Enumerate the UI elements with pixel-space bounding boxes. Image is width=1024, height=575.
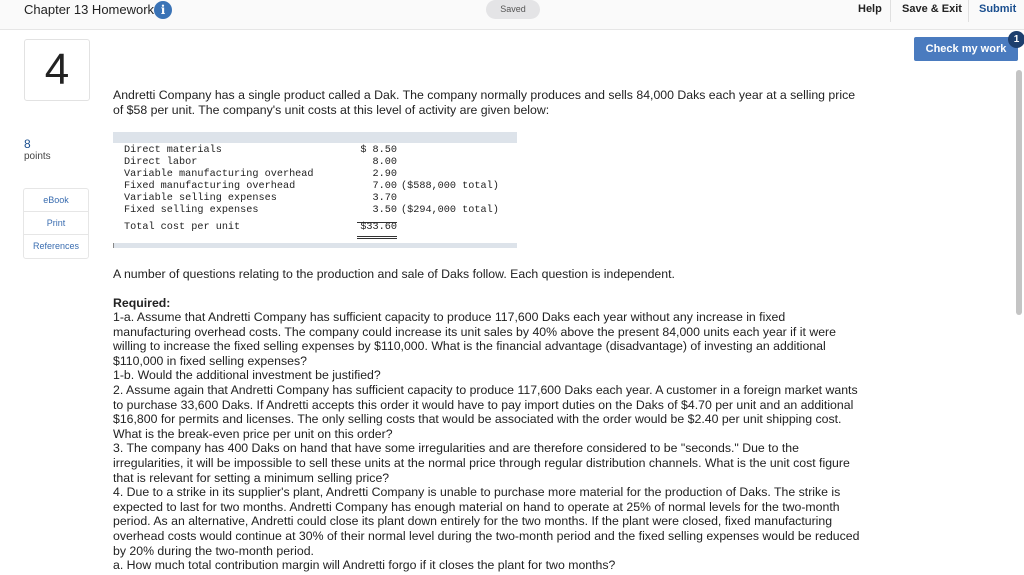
row-amount: 2.90 <box>372 169 397 180</box>
required-item-3: 3. The company has 400 Daks on hand that have some irregularities and are therefore considered to be "seconds." Due to the irregularities, it will be impossible to sell these units at the normal price through regular distribution channels. What is the unit cost figure that is relevant for setting a minimum selling price? <box>113 441 850 485</box>
cost-table <box>113 132 517 248</box>
tools-panel <box>23 188 89 259</box>
row-amount: 3.70 <box>372 193 397 204</box>
total-amount: $33.60 <box>360 222 397 233</box>
total-label: Total cost per unit <box>124 222 241 233</box>
row-amount: 8.00 <box>372 157 397 168</box>
help-link[interactable]: Help <box>858 3 882 15</box>
row-label: Direct labor <box>124 157 198 168</box>
print-button[interactable]: Print <box>24 212 88 235</box>
references-button[interactable]: References <box>32 241 80 251</box>
row-label: Variable selling expenses <box>124 193 277 204</box>
divider <box>890 0 891 22</box>
required-item-2: 2. Assume again that Andretti Company has sufficient capacity to produce 117,600 Daks each year. A customer in a foreign market wants to purchase 33,600 Daks. If Andretti accepts this order it would have to pay import duties on the Daks of $4.70 per unit and an additional $16,800 for permits and licenses. The only selling costs that would be associated with the order would be $2.40 per unit shipping cost. What is the break-even price per unit on this order? <box>113 382 858 441</box>
check-my-work-button[interactable]: Check my work <box>914 37 1018 61</box>
row-amount: 3.50 <box>372 205 397 216</box>
required-list <box>113 310 865 573</box>
table-header-bar <box>113 132 517 143</box>
required-item-1b: 1-b. Would the additional investment be justified? <box>113 368 381 383</box>
attempts-badge: 1 <box>1008 31 1024 48</box>
ebook-button[interactable]: eBook <box>24 189 88 212</box>
required-item-4: 4. Due to a strike in its supplier's plant, Andretti Company is unable to purchase more material for the production of Daks. The strike is expected to last for two months. Andretti Company has enough material on hand to operate at 25% of normal levels for the two-month period. As an alternative, Andretti could close its plant down entirely for the two months. If the plant were closed, fixed manufacturing overhead costs would continue at 30% of their normal level during the two-month period and the fixed selling expenses would be reduced by 20% during the two-month period. <box>113 485 860 558</box>
required-label: Required: <box>113 296 171 310</box>
divider <box>968 0 969 22</box>
submit-link[interactable]: Submit <box>979 3 1017 15</box>
row-label: Fixed manufacturing overhead <box>124 181 296 192</box>
top-bar <box>0 0 1024 30</box>
scrollbar[interactable] <box>1016 70 1022 315</box>
info-icon[interactable]: i <box>154 1 172 19</box>
assignment-title: Chapter 13 Homework <box>24 2 155 17</box>
row-amount: 7.00 <box>372 181 397 192</box>
double-underline <box>357 236 397 239</box>
points-value: 8 <box>24 137 31 151</box>
question-number: 4 <box>24 39 90 101</box>
follow-text: A number of questions relating to the production and sale of Daks follow. Each question is independent. <box>113 267 675 281</box>
required-item-4a: a. How much total contribution margin will Andretti forgo if it closes the plant for two months? <box>113 558 616 573</box>
points-label: points <box>24 151 51 162</box>
row-label: Variable manufacturing overhead <box>124 169 314 180</box>
saved-status: Saved <box>486 0 540 19</box>
row-label: Direct materials <box>124 145 222 156</box>
table-footer-bar <box>113 243 517 248</box>
save-exit-link[interactable]: Save & Exit <box>902 3 962 15</box>
row-note: ($588,000 total) <box>401 181 499 192</box>
row-amount: $ 8.50 <box>360 145 397 156</box>
row-note: ($294,000 total) <box>401 205 499 216</box>
required-item-1a: 1-a. Assume that Andretti Company has sufficient capacity to produce 117,600 Daks each year without any increase in fixed manufacturing overhead costs. The company could increase its unit sales by 40% above the present 84,000 units each year if it were willing to increase the fixed selling expenses by $110,000. What is the financial advantage (disadvantage) of investing an additional $110,000 in fixed selling expenses? <box>113 310 836 368</box>
row-label: Fixed selling expenses <box>124 205 259 216</box>
question-intro: Andretti Company has a single product called a Dak. The company normally produces and sells 84,000 Daks each year at a selling price of $58 per unit. The company's unit costs at this level of activity are given below: <box>113 88 856 117</box>
